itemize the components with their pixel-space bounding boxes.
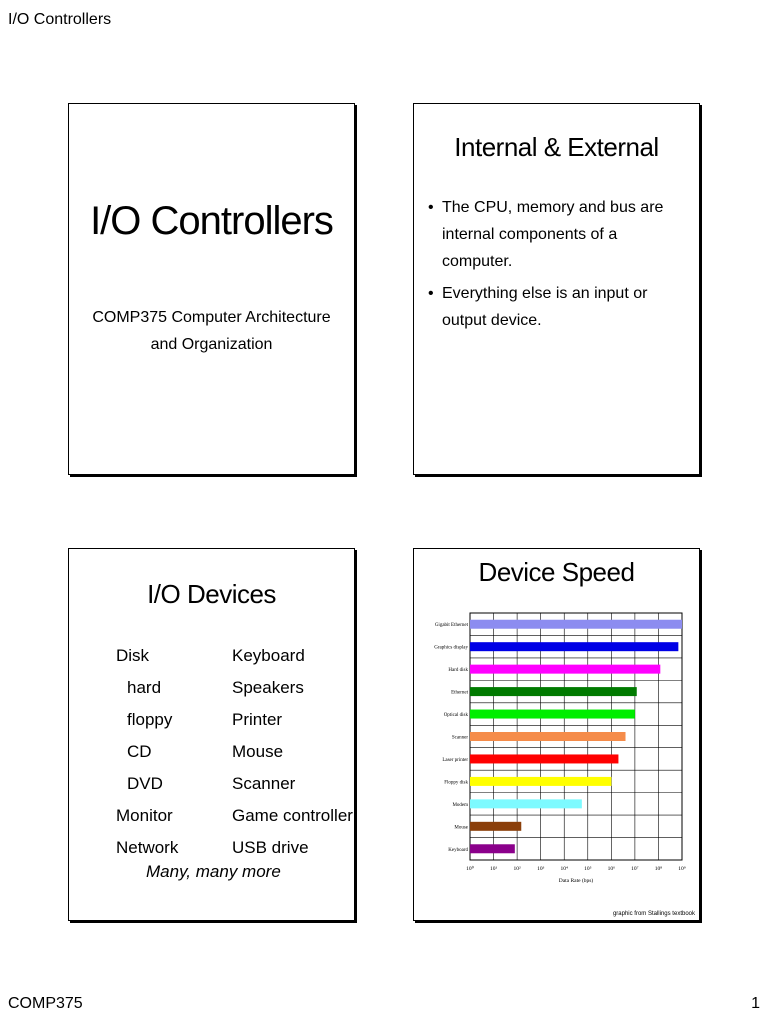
bar: [470, 754, 618, 763]
device-list-left: [116, 640, 178, 864]
slide-title: Device Speed: [478, 557, 635, 587]
device-item: USB drive: [232, 838, 309, 857]
category-label: Mouse: [454, 825, 468, 831]
bar: [470, 799, 582, 808]
slide-io-devices: [68, 548, 355, 921]
x-tick-label: 10⁶: [607, 866, 616, 872]
slide-title: I/O Devices: [147, 579, 276, 609]
category-label: Graphics display: [434, 645, 468, 651]
device-item: Printer: [232, 710, 283, 729]
bar: [470, 642, 678, 651]
device-item: Network: [116, 838, 179, 857]
slide-title: I/O Controllers: [90, 199, 333, 243]
category-label: Laser printer: [442, 757, 468, 763]
x-tick-label: 10³: [537, 866, 545, 872]
device-item: CD: [127, 742, 152, 761]
device-speed-chart: [414, 607, 699, 907]
device-item: Mouse: [232, 742, 284, 761]
subtitle-line: and Organization: [150, 336, 273, 353]
bar: [470, 620, 682, 629]
bullet-item: • The CPU, memory and bus are internal components of a computer.: [428, 194, 679, 275]
document-footer: COMP375: [8, 995, 83, 1012]
device-item: Monitor: [116, 806, 173, 825]
category-label: Hard disk: [448, 668, 468, 674]
page-number: 1: [751, 995, 760, 1012]
device-item: DVD: [127, 774, 163, 793]
slide-title-page: [68, 103, 355, 475]
x-tick-label: 10⁷: [631, 866, 639, 872]
bullet-list: [428, 194, 679, 339]
chart-credit: graphic from Stallings textbook: [612, 911, 695, 917]
x-axis-label: Data Rate (bps): [558, 878, 594, 884]
bar: [470, 732, 626, 741]
slide-subtitle: [89, 304, 334, 358]
device-item: floppy: [127, 710, 173, 729]
x-tick-label: 10⁸: [654, 866, 663, 872]
category-label: Gigabit Ethernet: [434, 623, 468, 629]
x-tick-label: 10⁴: [560, 866, 568, 872]
category-label: Keyboard: [448, 847, 468, 853]
bar: [470, 822, 521, 831]
x-tick-label: 10⁵: [584, 866, 592, 872]
slide-title: Internal & External: [454, 132, 659, 162]
x-tick-label: 10⁰: [466, 866, 474, 872]
bar: [470, 710, 635, 719]
x-tick-label: 10⁹: [678, 866, 686, 872]
category-label: Floppy disk: [444, 780, 468, 786]
device-item: Keyboard: [232, 646, 305, 665]
x-tick-label: 10²: [513, 866, 521, 872]
category-label: Optical disk: [443, 713, 468, 719]
device-item: Speakers: [232, 678, 304, 697]
device-footnote: Many, many more: [146, 862, 281, 881]
device-item: hard: [127, 678, 162, 697]
category-label: Ethernet: [451, 690, 468, 696]
category-label: Scanner: [451, 735, 468, 741]
slide-internal-external: [413, 103, 700, 475]
device-item: Disk: [116, 646, 150, 665]
bar: [470, 844, 515, 853]
device-item: Scanner: [232, 774, 296, 793]
bar: [470, 777, 611, 786]
subtitle-line: COMP375 Computer Architecture: [92, 309, 331, 326]
bar: [470, 665, 660, 674]
bullet-item: • Everything else is an input or output device.: [428, 280, 679, 334]
x-tick-label: 10¹: [489, 866, 498, 872]
bar: [470, 687, 637, 696]
device-item: Game controller: [232, 806, 353, 825]
slide-device-speed: [413, 548, 700, 921]
category-label: Modem: [452, 802, 468, 808]
device-list-right: [232, 640, 353, 864]
document-header: I/O Controllers: [8, 11, 112, 28]
